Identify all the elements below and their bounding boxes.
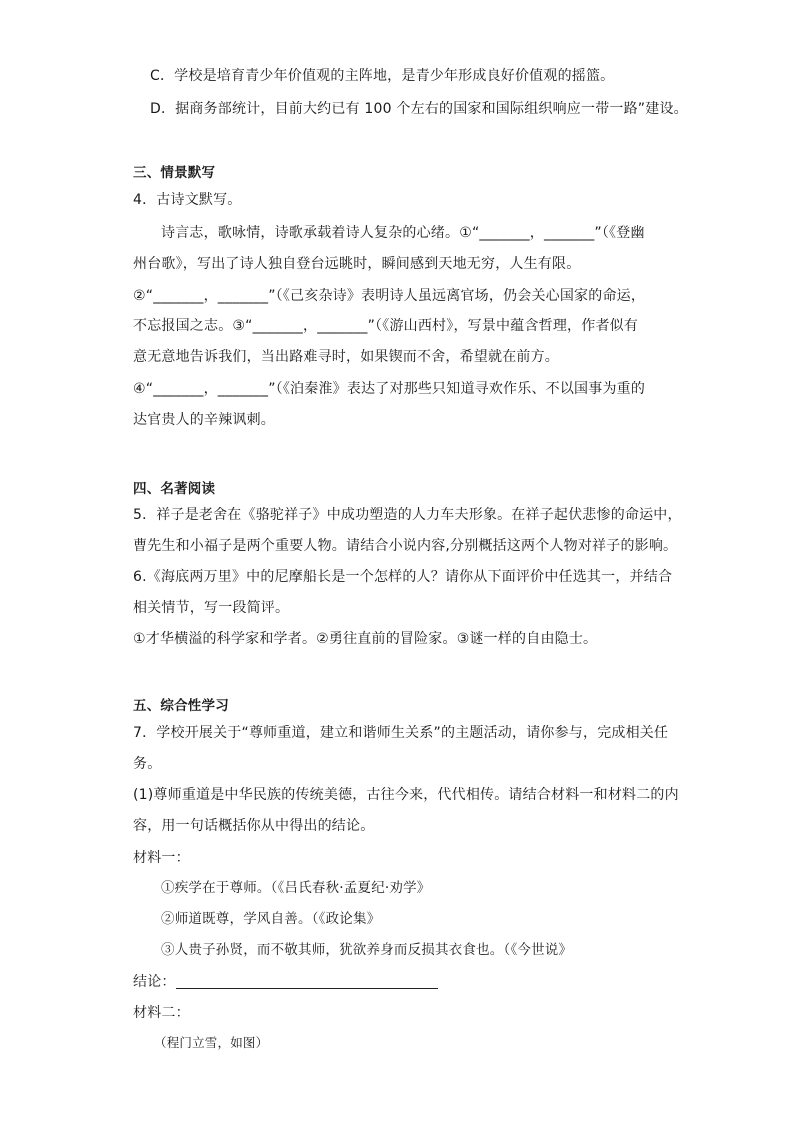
material-2-caption: （程门立雪，如图）	[154, 1035, 269, 1050]
question-6-text: 相关情节，写一段简评。	[133, 600, 290, 616]
question-4-text: 不忘报国之志。③“_______，_______”（《游山西村》，写景中蕴含哲理，作者似有	[133, 318, 639, 334]
section-heading-5: 五、综合性学习	[133, 698, 229, 714]
question-4-text: ②“_______，_______”（《己亥杂诗》表明诗人虽远离官场，仍会关心国家的命运，	[133, 288, 646, 304]
question-4-text: ④“_______，_______”（《泊秦淮》表达了对那些只知道寻欢作乐、不以国事为重的	[133, 381, 646, 397]
section-heading-4: 四、名著阅读	[133, 481, 216, 497]
conclusion-answer-line[interactable]	[176, 988, 438, 989]
section-heading-3: 三、情景默写	[133, 165, 216, 181]
question-7-part-1: (1)尊师重道是中华民族的传统美德，古往今来，代代相传。请结合材料一和材料二的内	[133, 787, 679, 803]
question-4-text: 诗言志，歌咏情，诗歌承载着诗人复杂的心绪。①“_______，_______”（《登幽	[161, 225, 645, 241]
question-6-text: 6.《海底两万里》中的尼摩船长是一个怎样的人？请你从下面评价中任选其一，并结合	[133, 569, 673, 585]
material-2-label: 材料二：	[133, 1005, 190, 1021]
question-4-text: 达官贵人的辛辣讽刺。	[133, 412, 275, 428]
question-7-part-1: 容，用一句话概括你从中得出的结论。	[133, 818, 375, 834]
question-6-options: ①才华横溢的科学家和学者。②勇往直前的冒险家。③谜一样的自由隐士。	[133, 631, 598, 647]
option-c: C．学校是培育青少年价值观的主阵地，是青少年形成良好价值观的摇篮。	[150, 68, 615, 84]
material-1-label: 材料一：	[133, 850, 190, 866]
question-4-text: 意无意地告诉我们，当出路难寻时，如果锲而不舍，希望就在前方。	[133, 349, 559, 365]
question-4-title: 4．古诗文默写。	[133, 192, 242, 208]
material-1-item: ③人贵子孙贤，而不敬其师，犹欲养身而反损其衣食也。（《今世说》	[161, 942, 573, 958]
question-7-text: 务。	[133, 756, 162, 772]
conclusion-label: 结论：	[133, 974, 176, 990]
material-1-item: ①疾学在于尊师。（《吕氏春秋·孟夏纪·劝学》	[161, 880, 431, 896]
question-7-text: 7．学校开展关于“尊师重道，建立和谐师生关系”的主题活动，请你参与，完成相关任	[133, 725, 669, 741]
material-1-item: ②师道既尊，学风自善。（《政论集》	[161, 911, 381, 927]
option-d: D．据商务部统计，目前大约已有 100 个左右的国家和国际组织响应一带一路”建设。	[150, 101, 688, 117]
question-5-text: 5．祥子是老舍在《骆驼祥子》中成功塑造的人力车夫形象。在祥子起伏悲惨的命运中，	[133, 507, 682, 523]
question-5-text: 曹先生和小福子是两个重要人物。请结合小说内容,分别概括这两个人物对祥子的影响。	[133, 538, 678, 554]
question-4-text: 州台歌》，写出了诗人独自登台远眺时，瞬间感到天地无穷，人生有限。	[133, 256, 581, 272]
